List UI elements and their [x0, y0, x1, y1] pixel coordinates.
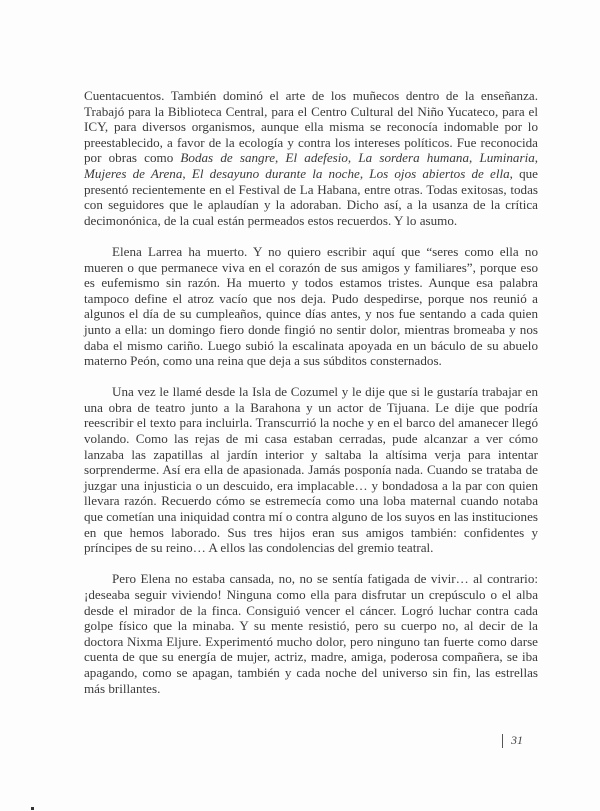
work-title: Los ojos abiertos de ella [369, 165, 510, 181]
page-folio [502, 733, 523, 748]
text-run: , que presentó recientemente en el Festival de La Habana, entre otras. Todas exitosas, todas con seguidores que le aplaudían y la adoraban. Dicho así, a la usanza de la crítica decimonónica, de la cual están permeados estos recuerdos. Y lo asumo. [84, 165, 538, 228]
work-title: Luminaria [479, 150, 535, 166]
text-run: , [275, 150, 286, 166]
work-title: El desayuno durante la noche [191, 165, 360, 181]
text-run: Elena Larrea ha muerto. Y no quiero escribir aquí que “seres como ella no mueren o que permanece viva en el corazón de sus amigos y familiares”, porque eso es eufemismo sin razón. Ha muerto y todos estamos tristes. Aunque esa palabra tampoco define el atroz vacío que nos deja. Pudo despedirse, porque nos reunió a algunos el día de su cumpleaños, quince días antes, y nos fue sentando a cada quien junto a ella: un domingo fiero donde fingió no sentir dolor, mientras bromeaba y nos daba el mismo cariño. Luego subió la escalinata apoyada en un báculo de su abuelo materno Peón, como una reina que deja a sus súbditos consternados. [84, 243, 538, 369]
text-run: , [347, 150, 359, 166]
paragraph [84, 244, 538, 369]
text-run: , [469, 150, 480, 166]
page-number: 31 [511, 733, 523, 747]
paragraph [84, 384, 538, 556]
scan-speck [31, 807, 34, 810]
text-run: Pero Elena no estaba cansada, no, no se sentía fatigada de vivir… al contrario: ¡deseaba seguir viviendo! Ninguna como ella para disfrutar un crepúsculo o el alba desde el mirador de la finca. Consiguió vencer el cáncer. Logró luchar contra cada golpe físico que la minaba. Y su mente resistió, pero su cuerpo no, al decir de la doctora Nixma Eljure. Experimentó mucho dolor, pero ninguno tan fuerte como darse cuenta de que su energía de mujer, actriz, madre, amiga, poderosa compañera, se iba apagando, como se apagan, también y cada noche del universo sin fin, las estrellas más brillantes. [84, 571, 538, 696]
work-title: Mujeres de Arena [84, 165, 183, 181]
paragraph [84, 571, 538, 696]
text-run: Cuentacuentos. También dominó el arte de los muñecos dentro de la enseñanza. Trabajó para la Biblioteca Central, para el Centro Cultural del Niño Yucateco, para el ICY, para diversos organismos, aunque ella misma se reconocía indomable por lo preestablecido, a favor de la ecología y contra los intereses políticos. Fue reconocida por obras como [84, 88, 538, 166]
work-title: La sordera humana [358, 150, 469, 166]
text-run: , [359, 165, 370, 181]
text-run: , [182, 165, 192, 181]
work-title: El adefesio [285, 150, 348, 166]
paragraph [84, 88, 538, 228]
text-run: , [534, 150, 539, 166]
folio-divider [502, 734, 503, 748]
body-text [84, 88, 538, 712]
work-title: Bodas de sangre [180, 150, 276, 166]
text-run: Una vez le llamé desde la Isla de Cozumel y le dije que si le gustaría trabajar en una obra de teatro junto a la Barahona y un actor de Tijuana. Le dije que podría reescribir el texto para incluirla. Transcurrió la noche y en el barco del amanecer llegó volando. Como las rejas de mi casa estaban cerradas, pude alcanzar a ver cómo lanzaba las zapatillas al jardín interior y saltaba la altísima verja para intentar sorprenderme. Así era ella de apasionada. Jamás posponía nada. Cuando se trataba de juzgar una injusticia o un descuido, era implacable… y bondadosa a la par con quien llevara razón. Recuerdo cómo se estremecía como una loba maternal cuando notaba que cometían una iniquidad contra mí o contra alguno de los suyos en las instituciones en que hemos laborado. Sus tres hijos eran sus amigos también: confidentes y príncipes de su reino… A ellos las condolencias del gremio teatral. [84, 384, 538, 556]
